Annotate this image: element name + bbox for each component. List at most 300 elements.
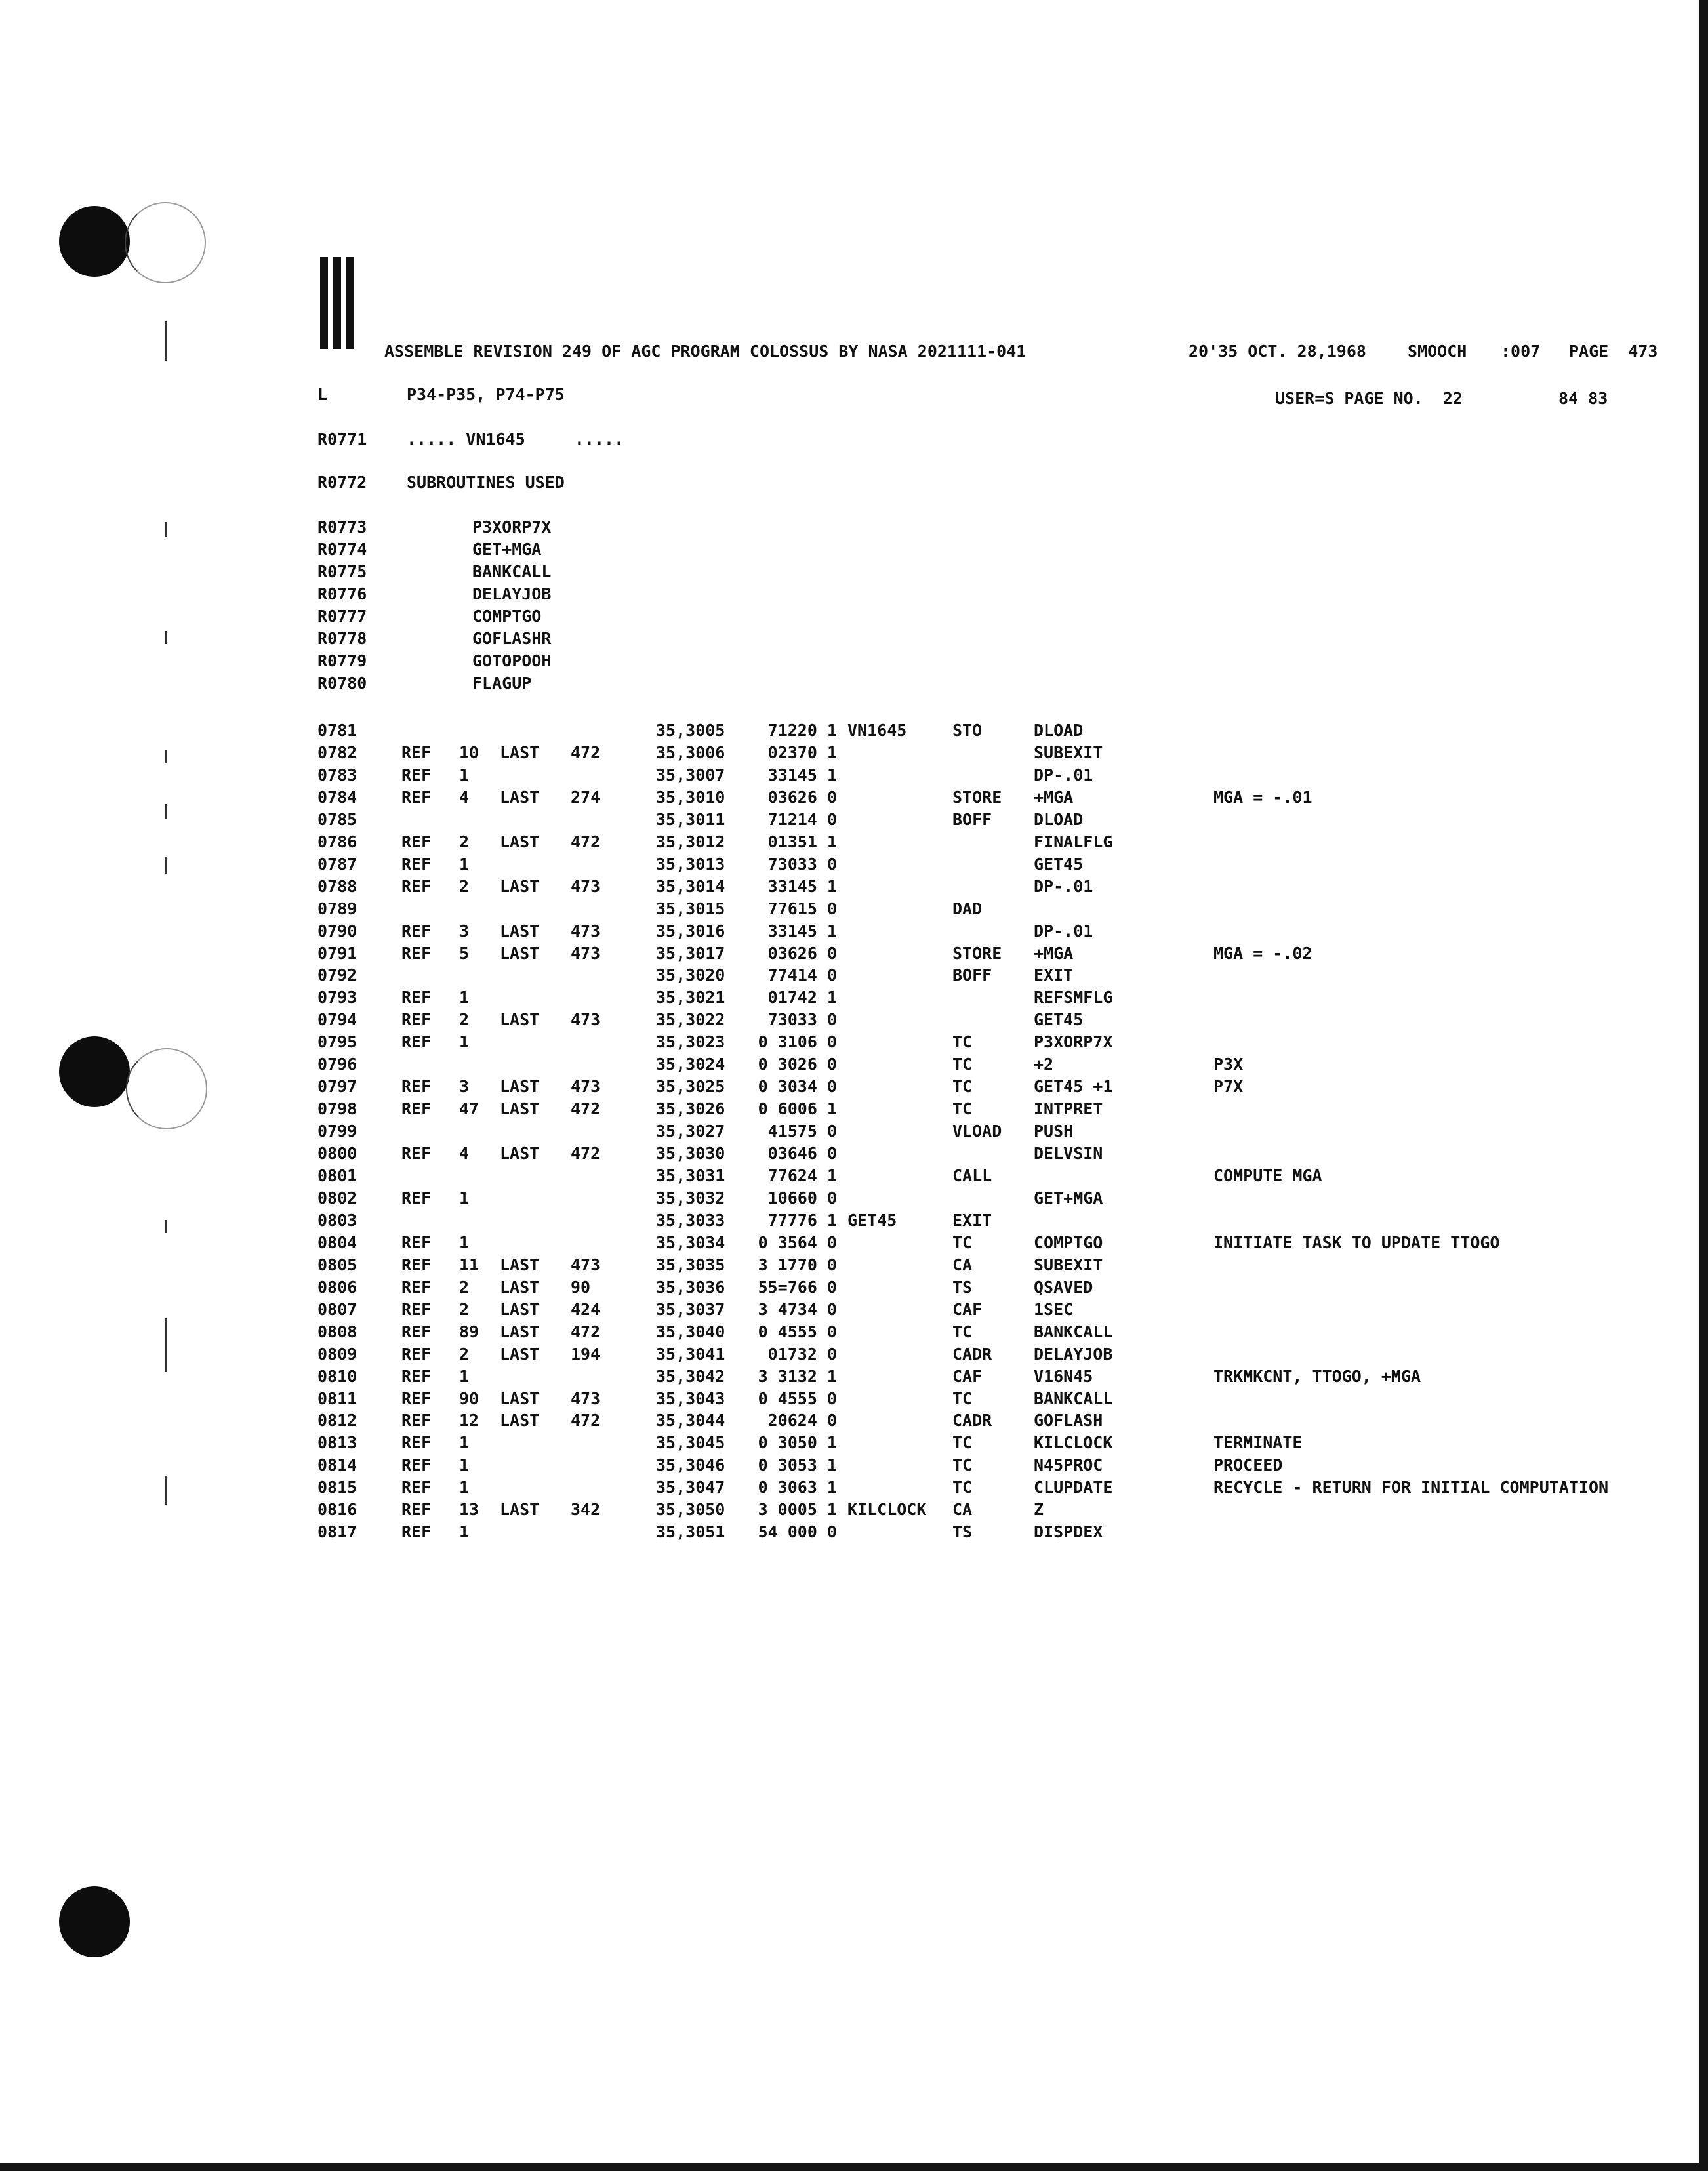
binder-hole-top <box>59 206 130 277</box>
listing-row <box>0 1299 1708 1322</box>
address: 35,3046 <box>656 1455 725 1475</box>
opcode: DAD <box>952 899 983 918</box>
ref-flag: REF <box>401 1032 432 1052</box>
ref-count: 5 <box>459 943 470 963</box>
listing-row <box>0 1121 1708 1143</box>
last-flag: LAST <box>500 1099 540 1119</box>
address: 35,3017 <box>656 943 725 963</box>
ref-flag: REF <box>401 943 432 963</box>
last-flag: LAST <box>500 1010 540 1030</box>
octal-code: 0 3034 0 <box>758 1077 837 1097</box>
subroutine-name: GOTOPOOH <box>472 651 552 670</box>
address: 35,3042 <box>656 1366 725 1386</box>
ref-count: 2 <box>459 1344 470 1364</box>
ref-count: 4 <box>459 1144 470 1164</box>
opcode: TC <box>952 1389 973 1408</box>
operand: INTPRET <box>1034 1099 1103 1119</box>
last-flag: LAST <box>500 1277 540 1297</box>
comment: MGA = -.02 <box>1213 943 1312 963</box>
address: 35,3007 <box>656 765 725 784</box>
ref-flag: REF <box>401 1500 432 1520</box>
ref-count: 1 <box>459 854 470 874</box>
ref-flag: REF <box>401 765 432 784</box>
listing-row <box>0 1366 1708 1389</box>
opcode: CADR <box>952 1344 992 1364</box>
address: 35,3030 <box>656 1144 725 1164</box>
subroutine-name: P3XORP7X <box>472 517 552 537</box>
address: 35,3044 <box>656 1411 725 1430</box>
address: 35,3015 <box>656 899 725 918</box>
listing-row <box>0 1477 1708 1499</box>
operand: DP-.01 <box>1034 876 1093 896</box>
address: 35,3031 <box>656 1166 725 1185</box>
operand: GET45 <box>1034 1010 1084 1030</box>
ref-count: 4 <box>459 787 470 807</box>
operand: DLOAD <box>1034 809 1084 829</box>
octal-code: 01732 0 <box>767 1344 837 1364</box>
listing-row <box>0 876 1708 899</box>
comment: MGA = -.01 <box>1213 787 1312 807</box>
margin-mark <box>165 522 167 537</box>
octal-code: 0 3063 1 <box>758 1478 837 1497</box>
listing-row <box>0 1166 1708 1188</box>
octal-code: 0 3564 0 <box>758 1232 837 1252</box>
subroutine-name: BANKCALL <box>472 562 552 581</box>
listing-row <box>0 1255 1708 1277</box>
octal-code: 0 3050 1 <box>758 1433 837 1453</box>
listing-row <box>0 1210 1708 1232</box>
ref-count: 12 <box>459 1411 479 1430</box>
listing-row <box>0 1455 1708 1477</box>
opcode: TC <box>952 1077 973 1097</box>
line-number: 0792 <box>317 965 357 985</box>
address: 35,3034 <box>656 1232 725 1252</box>
opcode: TC <box>952 1055 973 1074</box>
listing-row <box>0 720 1708 742</box>
listing-row <box>0 1344 1708 1366</box>
subheader-marker: L <box>317 385 328 404</box>
opcode: EXIT <box>952 1210 992 1230</box>
ref-count: 2 <box>459 876 470 896</box>
line-number: 0782 <box>317 742 357 762</box>
label: VN1645 <box>847 721 907 740</box>
listing-row <box>0 854 1708 876</box>
octal-code: 0 3053 1 <box>758 1455 837 1475</box>
margin-mark <box>165 321 167 361</box>
remark-text: SUBROUTINES USED <box>407 473 565 492</box>
address: 35,3040 <box>656 1322 725 1341</box>
listing-row <box>0 1410 1708 1432</box>
line-number: 0799 <box>317 1122 357 1141</box>
operand: REFSMFLG <box>1034 988 1113 1007</box>
operand: GET45 <box>1034 854 1084 874</box>
operand: DP-.01 <box>1034 921 1093 941</box>
listing-title: ASSEMBLE REVISION 249 OF AGC PROGRAM COLOSSUS BY NASA 2021111-041 <box>384 342 1027 361</box>
address: 35,3036 <box>656 1277 725 1297</box>
address: 35,3027 <box>656 1122 725 1141</box>
address: 35,3037 <box>656 1299 725 1319</box>
line-number: 0814 <box>317 1455 357 1475</box>
opcode: STORE <box>952 943 1002 963</box>
octal-code: 02370 1 <box>767 742 837 762</box>
operand: V16N45 <box>1034 1366 1093 1386</box>
address: 35,3020 <box>656 965 725 985</box>
address: 35,3022 <box>656 1010 725 1030</box>
listing-row <box>0 809 1708 832</box>
remark-id: R0771 <box>317 430 367 449</box>
listing-row <box>0 832 1708 854</box>
last-page: 473 <box>571 876 601 896</box>
page-number: PAGE 473 <box>1569 342 1658 361</box>
opcode: CA <box>952 1500 973 1520</box>
listing-row <box>0 921 1708 943</box>
last-page: 473 <box>571 1255 601 1274</box>
operand: +MGA <box>1034 787 1074 807</box>
ref-flag: REF <box>401 1010 432 1030</box>
ref-count: 47 <box>459 1099 479 1119</box>
ref-flag: REF <box>401 1478 432 1497</box>
address: 35,3025 <box>656 1077 725 1097</box>
last-page: 472 <box>571 1322 601 1341</box>
line-number: 0807 <box>317 1299 357 1319</box>
line-number: 0816 <box>317 1500 357 1520</box>
remark-text: ..... VN1645 ..... <box>407 430 624 449</box>
opcode: TC <box>952 1232 973 1252</box>
address: 35,3021 <box>656 988 725 1007</box>
address: 35,3026 <box>656 1099 725 1119</box>
listing-row <box>0 987 1708 1009</box>
operand: QSAVED <box>1034 1277 1093 1297</box>
operand: P3XORP7X <box>1034 1032 1113 1052</box>
ref-count: 1 <box>459 1522 470 1542</box>
operand: GET+MGA <box>1034 1188 1103 1207</box>
octal-code: 0 3106 0 <box>758 1032 837 1052</box>
operand: KILCLOCK <box>1034 1433 1113 1453</box>
opcode: CAF <box>952 1366 983 1386</box>
octal-code: 77776 1 <box>767 1210 837 1230</box>
opcode: TC <box>952 1099 973 1119</box>
operand: DISPDEX <box>1034 1522 1103 1542</box>
last-flag: LAST <box>500 1389 540 1408</box>
line-number: 0811 <box>317 1389 357 1408</box>
opcode: TC <box>952 1433 973 1453</box>
ref-count: 1 <box>459 1232 470 1252</box>
comment: TERMINATE <box>1213 1433 1303 1453</box>
last-page: 472 <box>571 832 601 851</box>
ref-flag: REF <box>401 1077 432 1097</box>
line-number: 0785 <box>317 809 357 829</box>
listing-row <box>0 765 1708 787</box>
subroutine-id: R0779 <box>317 651 367 670</box>
operand: GOFLASH <box>1034 1411 1103 1430</box>
address: 35,3024 <box>656 1055 725 1074</box>
ref-count: 89 <box>459 1322 479 1341</box>
opcode: BOFF <box>952 965 992 985</box>
listing-code: :007 <box>1501 342 1541 361</box>
comment: P3X <box>1213 1055 1244 1074</box>
operand: DLOAD <box>1034 721 1084 740</box>
ref-count: 90 <box>459 1389 479 1408</box>
last-flag: LAST <box>500 1144 540 1164</box>
ref-flag: REF <box>401 1255 432 1274</box>
address: 35,3047 <box>656 1478 725 1497</box>
listing-row <box>0 1009 1708 1032</box>
line-number: 0784 <box>317 787 357 807</box>
line-number: 0789 <box>317 899 357 918</box>
octal-code: 01742 1 <box>767 988 837 1007</box>
octal-code: 01351 1 <box>767 832 837 851</box>
address: 35,3035 <box>656 1255 725 1274</box>
last-flag: LAST <box>500 1411 540 1430</box>
listing-row <box>0 1099 1708 1121</box>
last-page: 472 <box>571 1099 601 1119</box>
listing-row <box>0 742 1708 765</box>
subroutine-name: DELAYJOB <box>472 584 552 603</box>
octal-code: 71220 1 <box>767 721 837 740</box>
address: 35,3012 <box>656 832 725 851</box>
binder-hole-ring-top <box>125 202 206 283</box>
operand: +MGA <box>1034 943 1074 963</box>
ref-flag: REF <box>401 1344 432 1364</box>
operand: BANKCALL <box>1034 1322 1113 1341</box>
last-flag: LAST <box>500 1322 540 1341</box>
line-number: 0806 <box>317 1277 357 1297</box>
operand: EXIT <box>1034 965 1074 985</box>
line-number: 0798 <box>317 1099 357 1119</box>
listing-row <box>0 1499 1708 1522</box>
line-number: 0813 <box>317 1433 357 1453</box>
opcode: TC <box>952 1455 973 1475</box>
line-number: 0783 <box>317 765 357 784</box>
ref-flag: REF <box>401 988 432 1007</box>
ref-count: 2 <box>459 1277 470 1297</box>
operand: FINALFLG <box>1034 832 1113 851</box>
listing-row <box>0 1322 1708 1344</box>
ref-count: 2 <box>459 832 470 851</box>
ref-flag: REF <box>401 1188 432 1207</box>
last-flag: LAST <box>500 742 540 762</box>
line-number: 0810 <box>317 1366 357 1386</box>
line-number: 0802 <box>317 1188 357 1207</box>
last-page: 473 <box>571 1077 601 1097</box>
last-flag: LAST <box>500 1299 540 1319</box>
ref-count: 1 <box>459 1032 470 1052</box>
operand: PUSH <box>1034 1122 1074 1141</box>
subroutine-id: R0773 <box>317 517 367 537</box>
operand: SUBEXIT <box>1034 1255 1103 1274</box>
address: 35,3051 <box>656 1522 725 1542</box>
octal-code: 3 0005 1 <box>758 1500 837 1520</box>
line-number: 0793 <box>317 988 357 1007</box>
listing-row <box>0 1188 1708 1210</box>
ref-flag: REF <box>401 1455 432 1475</box>
margin-mark <box>165 631 167 644</box>
last-flag: LAST <box>500 876 540 896</box>
octal-code: 54 000 0 <box>758 1522 837 1542</box>
comment: RECYCLE - RETURN FOR INITIAL COMPUTATION <box>1213 1478 1609 1497</box>
subroutine-id: R0777 <box>317 607 367 626</box>
ref-flag: REF <box>401 1366 432 1386</box>
last-page: 473 <box>571 921 601 941</box>
listing-user: SMOOCH <box>1408 342 1467 361</box>
last-flag: LAST <box>500 943 540 963</box>
subroutine-id: R0778 <box>317 629 367 648</box>
label: KILCLOCK <box>847 1500 927 1520</box>
ref-flag: REF <box>401 1522 432 1542</box>
opcode: TC <box>952 1322 973 1341</box>
opcode: CAF <box>952 1299 983 1319</box>
operand: GET45 +1 <box>1034 1077 1113 1097</box>
address: 35,3041 <box>656 1344 725 1364</box>
ref-count: 1 <box>459 1455 470 1475</box>
listing-row <box>0 787 1708 809</box>
listing-row <box>0 1054 1708 1076</box>
line-number: 0804 <box>317 1232 357 1252</box>
line-number: 0800 <box>317 1144 357 1164</box>
line-number: 0809 <box>317 1344 357 1364</box>
address: 35,3045 <box>656 1433 725 1453</box>
line-number: 0801 <box>317 1166 357 1185</box>
ref-flag: REF <box>401 1299 432 1319</box>
page-edge-bottom <box>0 2163 1708 2171</box>
octal-code: 55=766 0 <box>758 1277 837 1297</box>
last-page: 473 <box>571 1389 601 1408</box>
octal-code: 33145 1 <box>767 876 837 896</box>
octal-code: 33145 1 <box>767 765 837 784</box>
ref-count: 2 <box>459 1299 470 1319</box>
octal-code: 10660 0 <box>767 1188 837 1207</box>
subroutine-id: R0780 <box>317 674 367 693</box>
opcode: VLOAD <box>952 1122 1002 1141</box>
last-flag: LAST <box>500 832 540 851</box>
operand: DELAYJOB <box>1034 1344 1113 1364</box>
listing-datetime: 20'35 OCT. 28,1968 <box>1189 342 1366 361</box>
last-flag: LAST <box>500 1255 540 1274</box>
remark-id: R0772 <box>317 473 367 492</box>
ref-count: 11 <box>459 1255 479 1274</box>
last-page: 472 <box>571 742 601 762</box>
opcode: TS <box>952 1277 973 1297</box>
ref-flag: REF <box>401 1277 432 1297</box>
address: 35,3016 <box>656 921 725 941</box>
line-number: 0808 <box>317 1322 357 1341</box>
address: 35,3010 <box>656 787 725 807</box>
ref-count: 3 <box>459 1077 470 1097</box>
octal-code: 3 1770 0 <box>758 1255 837 1274</box>
ref-count: 3 <box>459 921 470 941</box>
opcode: TC <box>952 1478 973 1497</box>
subroutine-id: R0775 <box>317 562 367 581</box>
ref-flag: REF <box>401 1411 432 1430</box>
address: 35,3033 <box>656 1210 725 1230</box>
line-number: 0815 <box>317 1478 357 1497</box>
last-flag: LAST <box>500 1344 540 1364</box>
line-number: 0796 <box>317 1055 357 1074</box>
listing-row <box>0 1032 1708 1054</box>
ref-count: 1 <box>459 1433 470 1453</box>
line-number: 0791 <box>317 943 357 963</box>
address: 35,3043 <box>656 1389 725 1408</box>
address: 35,3013 <box>656 854 725 874</box>
ref-flag: REF <box>401 921 432 941</box>
ref-count: 2 <box>459 1010 470 1030</box>
subroutine-name: GOFLASHR <box>472 629 552 648</box>
address: 35,3011 <box>656 809 725 829</box>
listing-row <box>0 899 1708 921</box>
label: GET45 <box>847 1210 897 1230</box>
octal-code: 03626 0 <box>767 787 837 807</box>
listing-row <box>0 1432 1708 1455</box>
opcode: STO <box>952 721 983 740</box>
ref-flag: REF <box>401 1433 432 1453</box>
last-flag: LAST <box>500 1077 540 1097</box>
opcode: STORE <box>952 787 1002 807</box>
ref-flag: REF <box>401 832 432 851</box>
comment: INITIATE TASK TO UPDATE TTOGO <box>1213 1232 1500 1252</box>
octal-code: 77414 0 <box>767 965 837 985</box>
subroutine-name: GET+MGA <box>472 540 542 559</box>
operand: BANKCALL <box>1034 1389 1113 1408</box>
octal-code: 3 4734 0 <box>758 1299 837 1319</box>
octal-code: 0 4555 0 <box>758 1389 837 1408</box>
octal-code: 77615 0 <box>767 899 837 918</box>
line-number: 0797 <box>317 1077 357 1097</box>
ref-flag: REF <box>401 1322 432 1341</box>
subroutine-id: R0774 <box>317 540 367 559</box>
listing-row <box>0 1143 1708 1166</box>
operand: Z <box>1034 1500 1044 1520</box>
listing-row <box>0 943 1708 965</box>
opcode: TC <box>952 1032 973 1052</box>
last-page: 472 <box>571 1144 601 1164</box>
user-page-number: USER=S PAGE NO. 22 <box>1275 389 1463 408</box>
last-flag: LAST <box>500 921 540 941</box>
line-number: 0794 <box>317 1010 357 1030</box>
subroutine-name: FLAGUP <box>472 674 532 693</box>
line-number: 0817 <box>317 1522 357 1542</box>
listing-row <box>0 1522 1708 1544</box>
line-number: 0795 <box>317 1032 357 1052</box>
printer-bar-mark <box>320 257 359 349</box>
comment: PROCEED <box>1213 1455 1283 1475</box>
comment: COMPUTE MGA <box>1213 1166 1322 1185</box>
opcode: TS <box>952 1522 973 1542</box>
comment: P7X <box>1213 1077 1244 1097</box>
address: 35,3050 <box>656 1500 725 1520</box>
operand: SUBEXIT <box>1034 742 1103 762</box>
listing-row <box>0 1389 1708 1411</box>
address: 35,3005 <box>656 721 725 740</box>
binder-hole-bottom <box>59 1886 130 1957</box>
comment: TRKMKCNT, TTOGO, +MGA <box>1213 1366 1421 1386</box>
octal-code: 0 3026 0 <box>758 1055 837 1074</box>
address: 35,3006 <box>656 742 725 762</box>
ref-flag: REF <box>401 1099 432 1119</box>
address: 35,3023 <box>656 1032 725 1052</box>
last-page: 342 <box>571 1500 601 1520</box>
last-page: 194 <box>571 1344 601 1364</box>
octal-code: 3 3132 1 <box>758 1366 837 1386</box>
last-page: 274 <box>571 787 601 807</box>
ref-count: 1 <box>459 765 470 784</box>
line-number: 0805 <box>317 1255 357 1274</box>
ref-count: 1 <box>459 1478 470 1497</box>
opcode: CALL <box>952 1166 992 1185</box>
octal-code: 03626 0 <box>767 943 837 963</box>
opcode: CADR <box>952 1411 992 1430</box>
line-number: 0786 <box>317 832 357 851</box>
operand: COMPTGO <box>1034 1232 1103 1252</box>
